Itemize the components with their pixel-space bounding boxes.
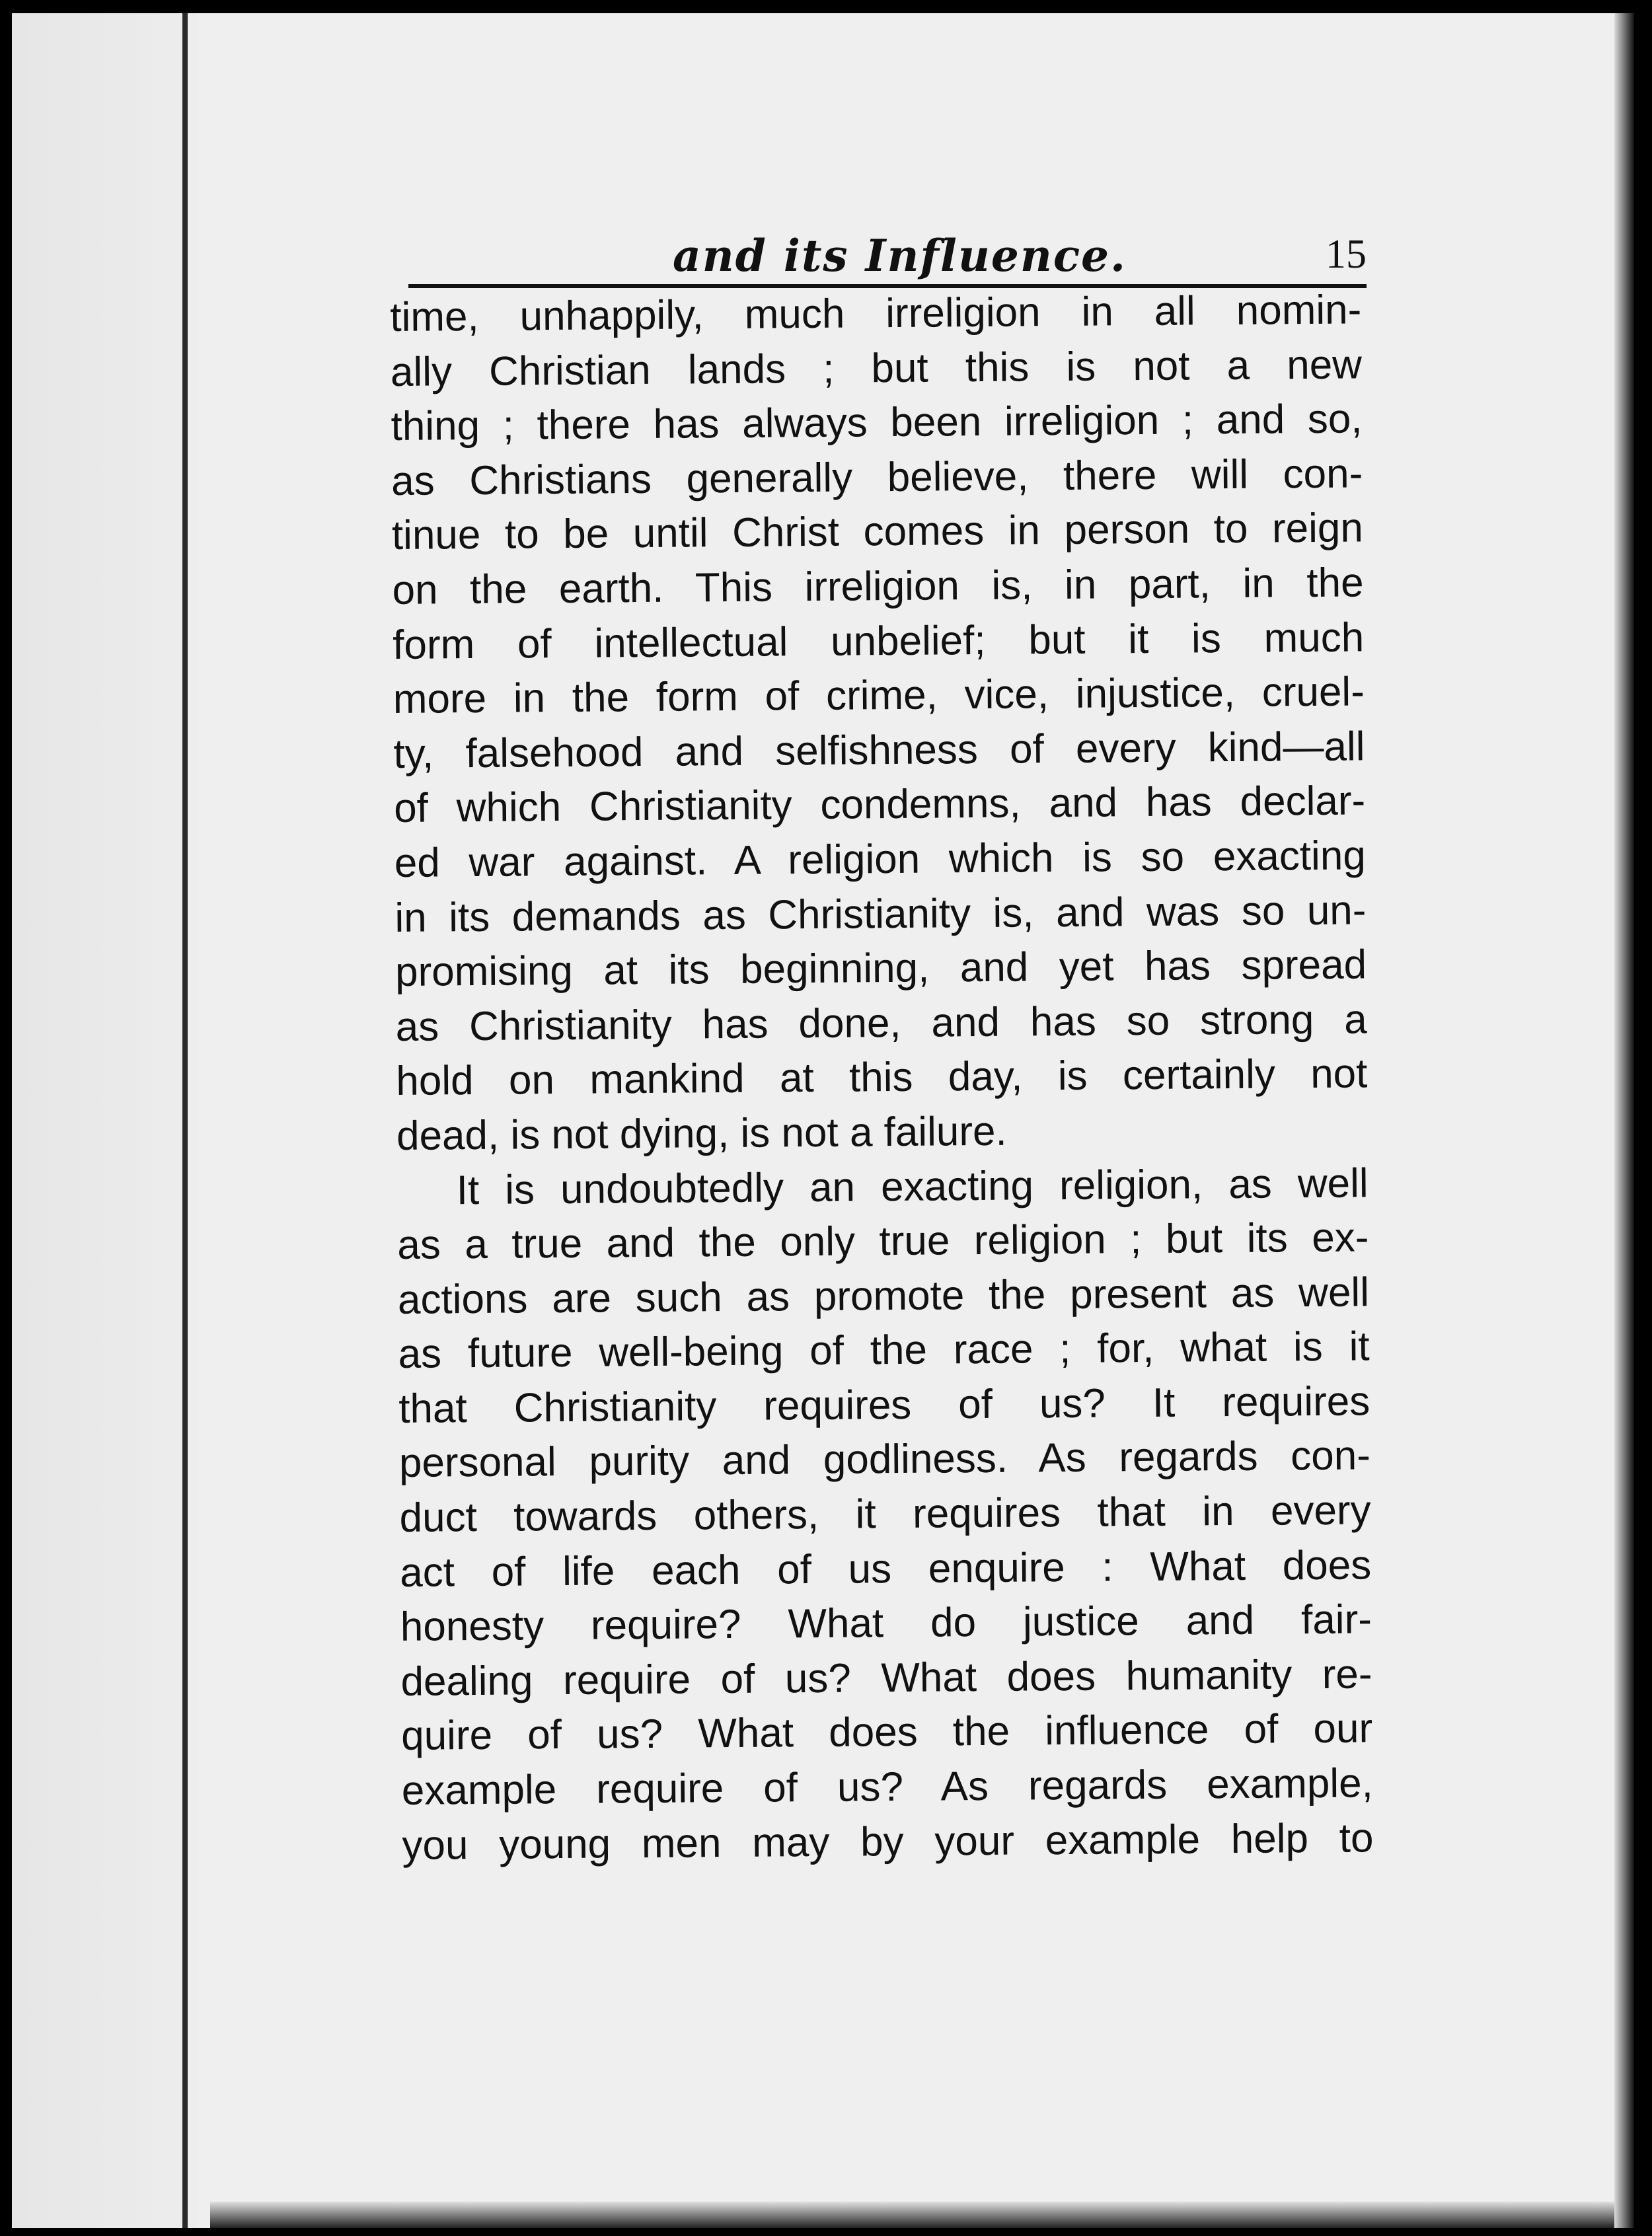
text-line: on the earth. This irreligion is, in part, in the	[392, 560, 1364, 613]
body-text	[390, 283, 1374, 1873]
text-line: ty, falsehood and selfishness of every kind—all	[393, 724, 1365, 777]
text-line: dealing require of us? What does humanity re-	[400, 1651, 1372, 1705]
text-line: hold on mankind at this day, is certainly not	[396, 1051, 1368, 1105]
text-line: duct towards others, it requires that in every	[399, 1487, 1371, 1542]
text-line: of which Christianity condemns, and has declar-	[393, 778, 1366, 832]
text-line: more in the form of crime, vice, injustice, cruel-	[393, 669, 1365, 723]
text-line: form of intellectual unbelief; but it is much	[392, 615, 1365, 668]
text-line: example require of us? As regards example,	[401, 1760, 1374, 1814]
text-line: tinue to be until Christ comes in person to reign	[391, 505, 1364, 559]
page-bottom-edge	[210, 2202, 1614, 2228]
text-line: as a true and the only true religion ; but its ex-	[397, 1214, 1369, 1269]
text-line: ally Christian lands ; but this is not a new	[390, 342, 1363, 395]
text-line: actions are such as promote the present as well	[397, 1269, 1370, 1323]
page-number: 15	[1326, 232, 1367, 277]
text-line: in its demands as Christianity is, and was so un-	[394, 887, 1367, 941]
text-line: you young men may by your example help to	[402, 1815, 1374, 1869]
text-line: dead, is not dying, is not a failure.	[396, 1108, 1007, 1159]
text-line: as future well-being of the race ; for, what is it	[398, 1323, 1370, 1378]
text-line: time, unhappily, much irreligion in all nomin-	[390, 287, 1362, 340]
binding-gutter	[12, 13, 197, 2228]
text-line: act of life each of us enquire : What does	[399, 1542, 1372, 1596]
paragraph-1	[390, 283, 1368, 1164]
page-right-edge	[1614, 13, 1634, 2228]
text-line: promising at its beginning, and yet has spread	[394, 942, 1367, 996]
text-line: personal purity and godliness. As regards con-	[398, 1433, 1371, 1487]
text-line: as Christianity has done, and has so strong a	[395, 996, 1367, 1050]
text-line: honesty require? What do justice and fair-	[400, 1596, 1372, 1651]
running-head-title: and its Influence.	[673, 230, 1127, 281]
text-line: It is undoubtedly an exacting religion, as well	[456, 1160, 1369, 1213]
text-line: that Christianity requires of us? It requires	[398, 1378, 1370, 1432]
text-line: thing ; there has always been irreligion ; and so,	[391, 396, 1363, 450]
paragraph-2	[396, 1156, 1373, 1873]
gutter-shadow-line	[182, 13, 188, 2228]
running-head	[408, 218, 1367, 291]
text-line: ed war against. A religion which is so exacting	[394, 833, 1367, 886]
text-line: quire of us? What does the influence of our	[400, 1705, 1373, 1760]
text-line: as Christians generally believe, there will con-	[391, 451, 1363, 504]
